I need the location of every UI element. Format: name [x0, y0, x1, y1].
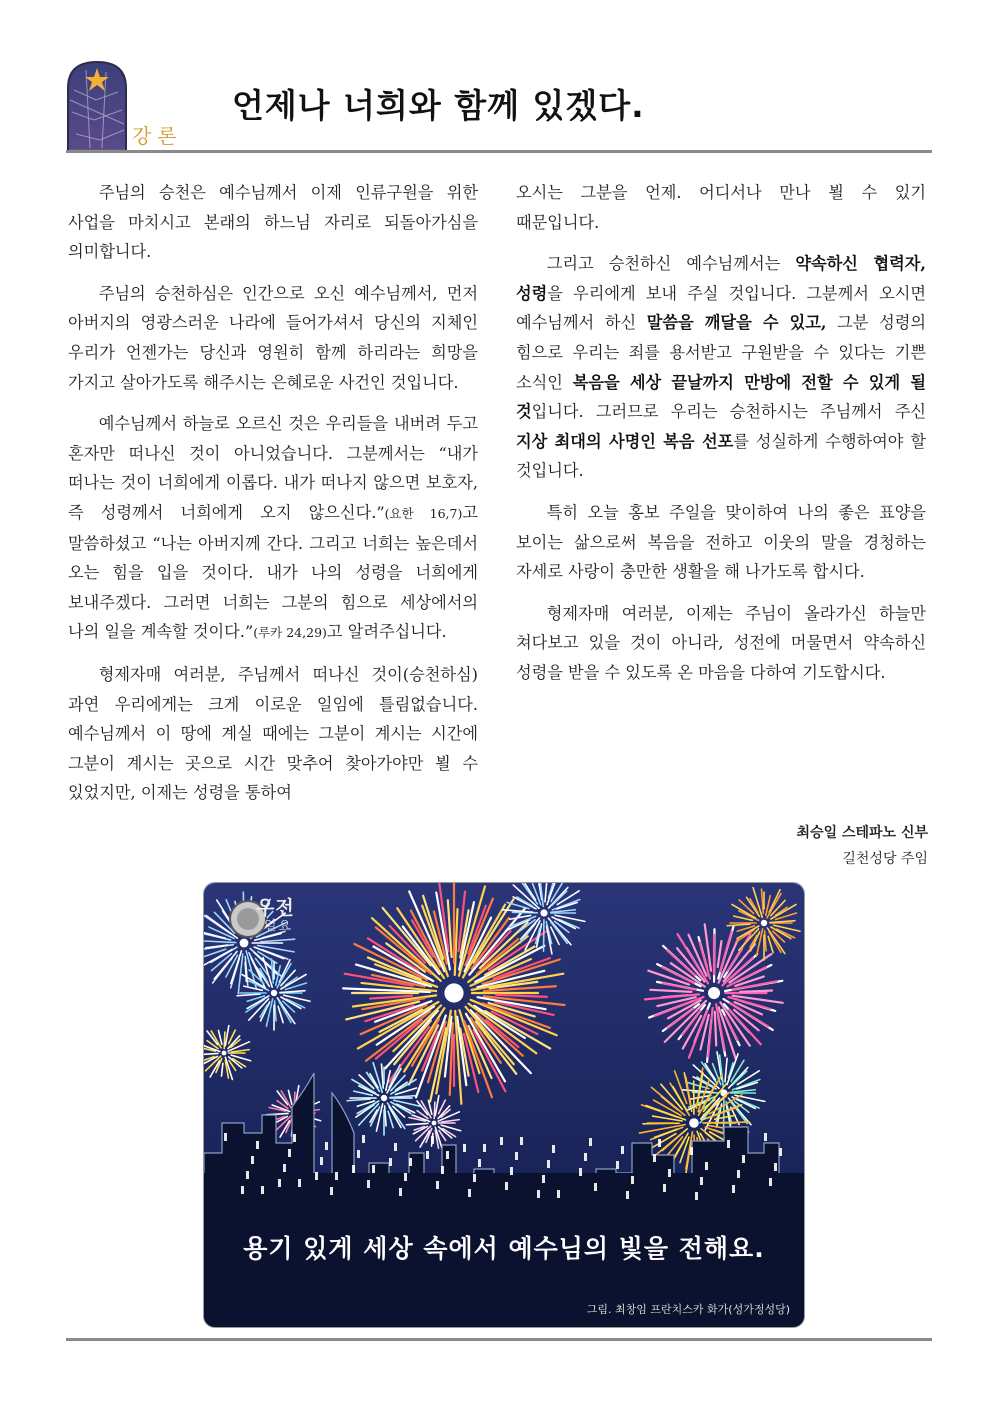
page-header	[66, 58, 932, 152]
window-light	[594, 1183, 597, 1191]
window-light	[557, 1190, 560, 1198]
window-light	[515, 1152, 518, 1160]
page-title: 언제나 너희와 함께 있겠다.	[232, 86, 645, 125]
window-light	[705, 1162, 708, 1170]
paragraph-text: 를 성실하게 수행하여야 할 것입니다.	[516, 431, 926, 481]
window-light	[335, 1172, 338, 1180]
window-light	[552, 1145, 555, 1153]
window-light	[732, 1185, 735, 1193]
window-light	[774, 1163, 777, 1171]
window-light	[246, 1171, 249, 1179]
window-light	[621, 1146, 624, 1154]
emphasis-text: 약속하신 협력자, 성령	[516, 254, 927, 303]
window-light	[653, 1154, 656, 1162]
window-light	[658, 1139, 661, 1147]
logo-subtitle: 일요	[264, 919, 294, 934]
firework-core	[540, 909, 547, 916]
window-light	[283, 1164, 286, 1172]
window-light	[626, 1191, 629, 1199]
window-light	[298, 1179, 301, 1187]
firework-core	[381, 1095, 387, 1101]
paragraph-text: 예수님께서 하늘로 오르신 것은 우리들을 내버려 두고 혼자만 떠나신 것이 아니었습니다. 그분께서는 “내가 떠나는 것이 너희에게 이롭다. 내가 떠나지 않으면 보호자, 즉 성령께서 너희에게 오지 않으신다.”	[68, 414, 478, 522]
firework-core	[222, 1051, 227, 1056]
emphasis-text: 복음을 세상 끝날까지 만방에 전할 수 있게 될 것	[516, 372, 926, 422]
window-light	[426, 1151, 429, 1159]
signature-block	[797, 820, 928, 872]
window-light	[399, 1188, 402, 1196]
paragraph	[516, 249, 926, 486]
paragraph	[68, 409, 478, 648]
window-light	[278, 1179, 281, 1187]
window-light	[542, 1175, 545, 1183]
paragraph: 형제자매 여러분, 주님께서 떠나신 것이(승천하심) 과연 우리에게는 크게 이로운 일임에 틀림없습니다. 예수님께서 이 땅에 계실 때에는 그분이 계시는 시간에 그분이 계시는 곳으로 시간 맞추어 찾아가야만 뵐 수 있었지만, 이제는 성령을 통하여	[68, 664, 478, 803]
window-light	[478, 1159, 481, 1167]
window-light	[537, 1190, 540, 1198]
window-light	[473, 1174, 476, 1182]
window-light	[293, 1134, 296, 1142]
window-light	[352, 1165, 355, 1173]
paragraph: 특히 오늘 홍보 주일을 맞이하여 나의 좋은 표양을 보이는 삶으로써 복음을 전하고 이웃의 말을 경청하는 자세로 사랑이 충만한 생활을 해 나가도록 합시다.	[516, 502, 926, 582]
window-light	[362, 1135, 365, 1143]
paragraph-text: 그리고 승천하신 예수님께서는	[546, 254, 796, 274]
window-light	[547, 1160, 550, 1168]
illustration-credit: 그림. 최창임 프란치스카 화가(성가정성당)	[586, 1303, 790, 1316]
right-column	[516, 178, 926, 700]
scripture-reference: (요한 16,7)	[384, 505, 463, 521]
firework-streak	[740, 991, 772, 992]
window-light	[695, 1192, 698, 1200]
window-light	[409, 1158, 412, 1166]
firework-core	[432, 1121, 437, 1126]
emphasis-text: 말씀을 깨달을 수 있고,	[646, 313, 827, 333]
window-light	[505, 1182, 508, 1190]
paragraph-text: 입니다. 그러므로 우리는 승천하시는 주님께서 주신	[531, 402, 926, 422]
window-light	[737, 1170, 740, 1178]
bottom-divider	[66, 1338, 932, 1341]
window-light	[394, 1143, 397, 1151]
logo-title: 우전	[256, 897, 295, 919]
window-light	[367, 1180, 370, 1188]
firework-core	[271, 990, 277, 996]
firework-core	[708, 987, 720, 999]
paragraph-text: 고 말씀하셨고 “나는 아버지께 간다. 그리고 너희는 높은데서 오는 힘을 입을 것이다. 내가 나의 성령을 너희에게 보내주겠다. 그러면 너희는 그분의 힘으로 세상에서의 나의 일을 계속할 것이다.”	[68, 502, 478, 642]
paragraph: 오시는 그분을 언제. 어디서나 만나 뵐 수 있기 때문입니다.	[516, 183, 926, 232]
window-light	[320, 1157, 323, 1165]
window-light	[769, 1178, 772, 1186]
firework-core	[761, 920, 767, 926]
window-light	[483, 1144, 486, 1152]
paragraph: 주님의 승천하심은 인간으로 오신 예수님께서, 먼저 아버지의 영광스러운 나라에 들어가셔서 당신의 지체인 우리가 언젠가는 당신과 영원히 함께 하리라는 희망을 가지고 살아가도록 해주시는 은혜로운 사건인 것입니다.	[68, 283, 478, 392]
author-name: 최승일 스테파노 신부	[796, 825, 928, 841]
window-light	[431, 1136, 434, 1144]
firework-streak	[715, 1012, 716, 1046]
window-light	[372, 1165, 375, 1173]
window-light	[463, 1144, 466, 1152]
window-light	[357, 1150, 360, 1158]
window-light	[779, 1148, 782, 1156]
firework-streak	[706, 1122, 749, 1123]
illustration-caption: 용기 있게 세상 속에서 예수님의 빛을 전해요.	[243, 1234, 765, 1263]
window-light	[579, 1168, 582, 1176]
window-light	[446, 1151, 449, 1159]
paragraph-text: 고 알려주십니다.	[326, 622, 447, 642]
window-light	[727, 1140, 730, 1148]
window-light	[315, 1172, 318, 1180]
window-light	[668, 1169, 671, 1177]
paragraph-text: 그분 성령의 힘으로 우리는 죄를 용서받고 구원받을 수 있다는 기쁜 소식인	[516, 313, 926, 392]
window-light	[663, 1184, 666, 1192]
window-light	[251, 1156, 254, 1164]
top-divider	[66, 150, 932, 153]
window-light	[764, 1133, 767, 1141]
emphasis-text: 지상 최대의 사명인 복음 선포	[516, 431, 734, 451]
paragraph-text: 을 우리에게 보내 주실 것입니다. 그분께서 오시면 예수님께서 하신	[516, 283, 926, 333]
window-light	[500, 1137, 503, 1145]
firework-core	[689, 1118, 699, 1128]
window-light	[616, 1161, 619, 1169]
window-light	[389, 1158, 392, 1166]
window-light	[256, 1141, 259, 1149]
paragraph: 형제자매 여러분, 이제는 주님이 올라가신 하늘만 쳐다보고 있을 것이 아니라, 성전에 머물면서 약속하신 성령을 받을 수 있도록 온 마음을 다하여 기도합시다.	[516, 603, 926, 682]
stained-glass-emblem	[66, 60, 128, 150]
window-light	[330, 1187, 333, 1195]
window-light	[436, 1181, 439, 1189]
window-light	[441, 1166, 444, 1174]
left-column	[68, 178, 478, 820]
window-light	[224, 1133, 227, 1141]
author-role: 길천성당 주임	[842, 851, 928, 867]
scripture-reference: (루카 24,29)	[253, 625, 327, 641]
window-light	[325, 1142, 328, 1150]
window-light	[261, 1186, 264, 1194]
window-light	[742, 1155, 745, 1163]
firework-core	[444, 983, 463, 1002]
fireworks-illustration	[203, 882, 805, 1328]
window-light	[700, 1177, 703, 1185]
window-light	[584, 1153, 587, 1161]
window-light	[404, 1173, 407, 1181]
window-light	[631, 1176, 634, 1184]
window-light	[241, 1186, 244, 1194]
window-light	[288, 1149, 291, 1157]
window-light	[520, 1137, 523, 1145]
window-light	[589, 1138, 592, 1146]
window-light	[468, 1189, 471, 1197]
window-light	[510, 1167, 513, 1175]
window-light	[690, 1147, 693, 1155]
paragraph: 주님의 승천은 예수님께서 이제 인류구원을 위한 사업을 마치시고 본래의 하느님 자리로 되돌아가심을 의미합니다.	[68, 183, 478, 262]
section-label: 강론	[132, 124, 183, 148]
